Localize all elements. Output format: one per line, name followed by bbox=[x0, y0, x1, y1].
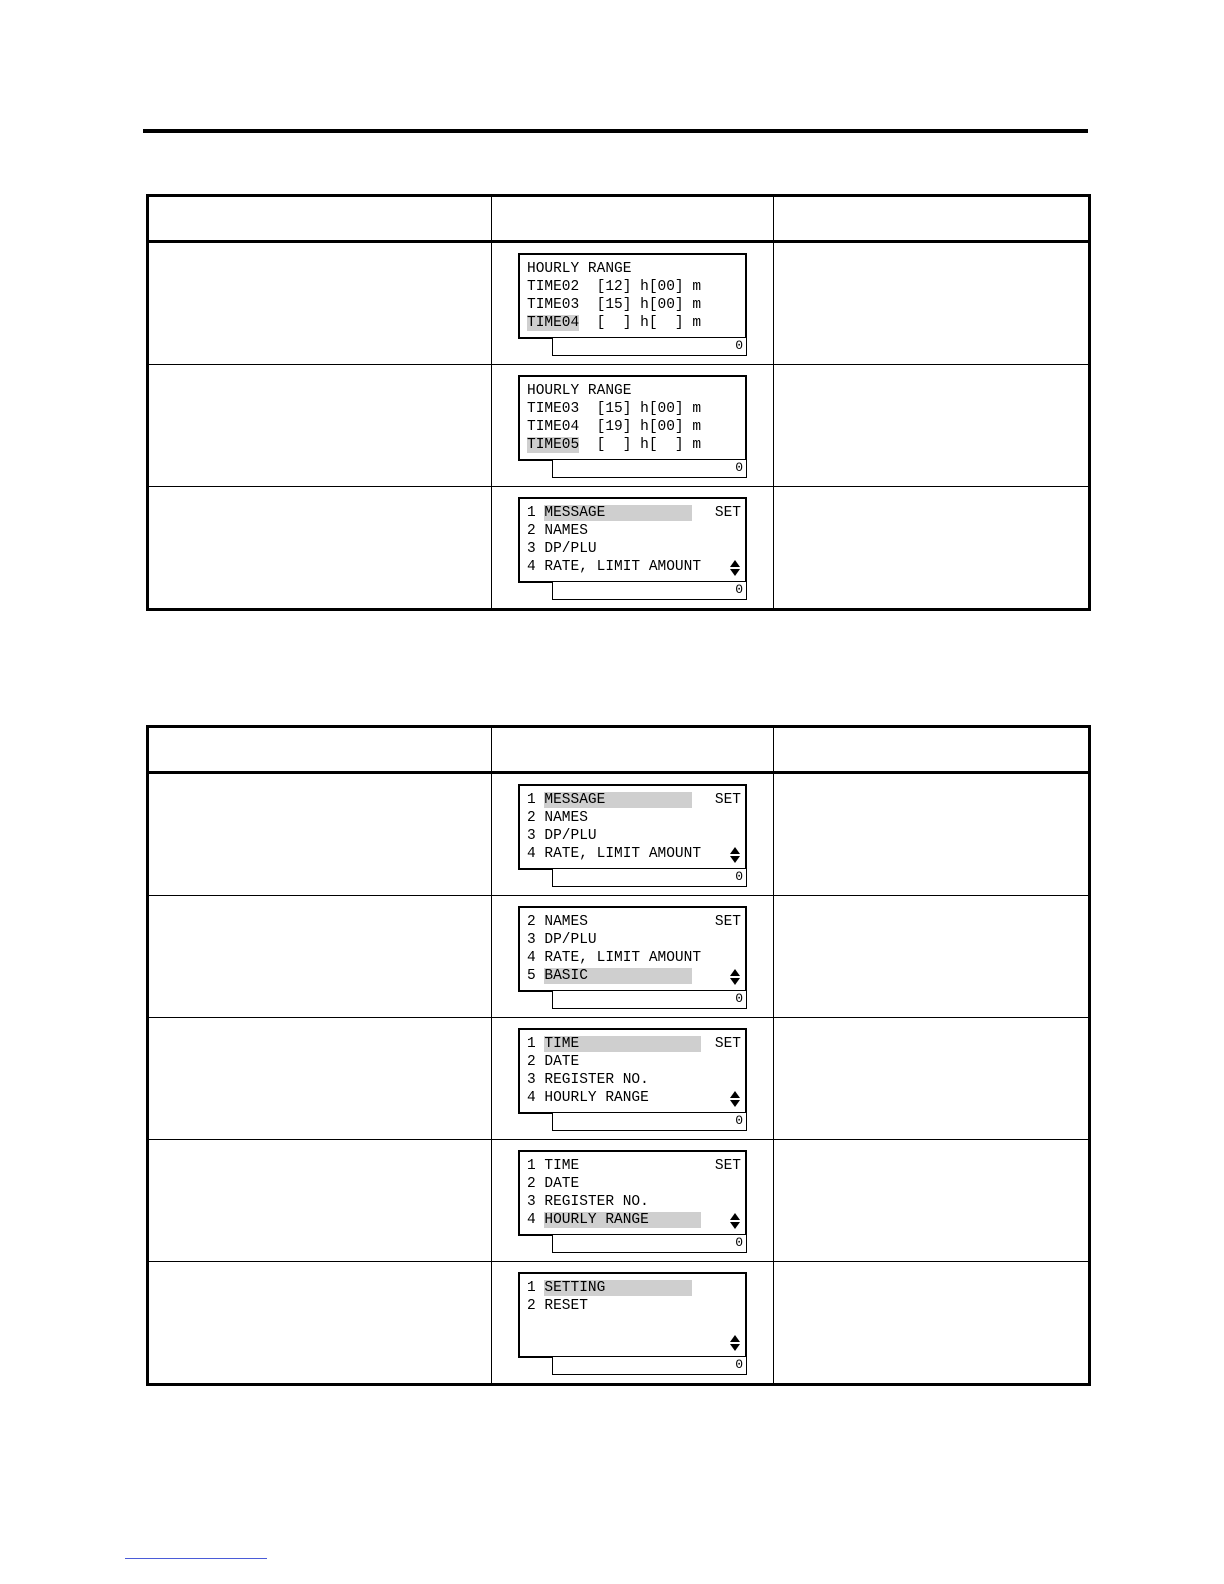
display-line bbox=[527, 1157, 579, 1175]
menu-number: 4 bbox=[527, 1212, 545, 1228]
display-text: TIME04 [19] h[00] m bbox=[527, 419, 702, 435]
table-header bbox=[149, 728, 1088, 774]
status-line: 0 bbox=[552, 1357, 747, 1375]
remarks-cell bbox=[774, 1262, 1088, 1383]
display-cell bbox=[492, 243, 774, 364]
set-label: SET bbox=[714, 1158, 741, 1174]
menu-number: 1 bbox=[527, 792, 545, 808]
table-row bbox=[149, 487, 1088, 608]
display-text: 1 TIME bbox=[527, 1158, 580, 1174]
menu-number: 1 bbox=[527, 505, 545, 521]
display-text: 3 DP/PLU bbox=[527, 541, 597, 557]
display-cell bbox=[492, 774, 774, 895]
display-text: 4 RATE, LIMIT AMOUNT bbox=[527, 846, 702, 862]
lcd-display bbox=[518, 375, 747, 461]
lcd-display bbox=[518, 253, 747, 339]
table-row bbox=[149, 1262, 1088, 1383]
cursor-highlight: MESSAGE bbox=[544, 505, 693, 521]
menu-number: 1 bbox=[527, 1036, 545, 1052]
set-label: SET bbox=[714, 792, 741, 808]
display-text: 2 RESET bbox=[527, 1298, 588, 1314]
operation-cell bbox=[149, 1262, 492, 1383]
display-text: TIME02 [12] h[00] m bbox=[527, 279, 702, 295]
display-cell bbox=[492, 896, 774, 1017]
display-line bbox=[527, 791, 692, 809]
display-text: 3 REGISTER NO. bbox=[527, 1194, 649, 1210]
header-cell-display bbox=[492, 728, 774, 771]
display-text: HOURLY RANGE bbox=[527, 383, 632, 399]
display-text: 3 REGISTER NO. bbox=[527, 1072, 649, 1088]
display-text: 3 DP/PLU bbox=[527, 828, 597, 844]
display-line bbox=[527, 314, 701, 332]
display-line bbox=[527, 913, 588, 931]
remarks-cell bbox=[774, 487, 1088, 608]
remarks-cell bbox=[774, 896, 1088, 1017]
display-line bbox=[527, 1053, 579, 1071]
menu-number: 5 bbox=[527, 968, 545, 984]
display-line bbox=[527, 1035, 701, 1053]
cursor-highlight: TIME05 bbox=[527, 437, 580, 453]
table-row bbox=[149, 1140, 1088, 1262]
display-cell bbox=[492, 1018, 774, 1139]
display-line bbox=[527, 949, 701, 967]
lcd-display bbox=[518, 497, 747, 583]
display-line bbox=[527, 278, 701, 296]
operation-cell bbox=[149, 896, 492, 1017]
display-text: 4 HOURLY RANGE bbox=[527, 1090, 649, 1106]
remarks-cell bbox=[774, 774, 1088, 895]
display-line bbox=[527, 931, 597, 949]
display-text: 4 RATE, LIMIT AMOUNT bbox=[527, 559, 702, 575]
table-row bbox=[149, 774, 1088, 896]
display-text: 4 RATE, LIMIT AMOUNT bbox=[527, 950, 702, 966]
status-line: 0 bbox=[552, 1235, 747, 1253]
display-line bbox=[527, 845, 701, 863]
table-row bbox=[149, 1018, 1088, 1140]
display-line bbox=[527, 260, 631, 278]
display-text: TIME03 [15] h[00] m bbox=[527, 401, 702, 417]
scroll-up-down-icon bbox=[730, 1213, 740, 1229]
display-line bbox=[527, 296, 701, 314]
display-text: [ ] h[ ] m bbox=[579, 315, 702, 331]
status-line: 0 bbox=[552, 1113, 747, 1131]
operation-cell bbox=[149, 1018, 492, 1139]
display-line bbox=[527, 1297, 588, 1315]
display-cell bbox=[492, 487, 774, 608]
display-line bbox=[527, 436, 701, 454]
scroll-up-down-icon bbox=[730, 1091, 740, 1107]
operation-cell bbox=[149, 487, 492, 608]
remarks-cell bbox=[774, 1018, 1088, 1139]
remarks-cell bbox=[774, 365, 1088, 486]
lcd-display bbox=[518, 1150, 747, 1236]
cursor-highlight: MESSAGE bbox=[544, 792, 693, 808]
display-line bbox=[527, 967, 692, 985]
remarks-cell bbox=[774, 1140, 1088, 1261]
operation-cell bbox=[149, 365, 492, 486]
header-cell-operation bbox=[149, 728, 492, 771]
cursor-highlight: HOURLY RANGE bbox=[544, 1212, 702, 1228]
display-text: 3 DP/PLU bbox=[527, 932, 597, 948]
display-line bbox=[527, 1071, 649, 1089]
display-line bbox=[527, 1175, 579, 1193]
status-line: 0 bbox=[552, 338, 747, 356]
scroll-up-down-icon bbox=[730, 969, 740, 985]
remarks-cell bbox=[774, 243, 1088, 364]
menu-number: 1 bbox=[527, 1280, 545, 1296]
table-header bbox=[149, 197, 1088, 243]
display-line bbox=[527, 1193, 649, 1211]
display-text: 2 NAMES bbox=[527, 810, 588, 826]
display-text: TIME03 [15] h[00] m bbox=[527, 297, 702, 313]
cursor-highlight: TIME04 bbox=[527, 315, 580, 331]
lcd-display bbox=[518, 1028, 747, 1114]
status-line: 0 bbox=[552, 869, 747, 887]
scroll-up-down-icon bbox=[730, 847, 740, 863]
cursor-highlight: TIME bbox=[544, 1036, 702, 1052]
operation-cell bbox=[149, 1140, 492, 1261]
cursor-highlight: SETTING bbox=[544, 1280, 693, 1296]
footer-link-underline bbox=[125, 1558, 267, 1559]
header-cell-remarks bbox=[774, 197, 1088, 240]
top-rule bbox=[143, 129, 1088, 133]
display-line bbox=[527, 558, 701, 576]
display-text: 2 NAMES bbox=[527, 523, 588, 539]
table-row bbox=[149, 243, 1088, 365]
procedure-table-2 bbox=[146, 725, 1091, 1386]
lcd-display bbox=[518, 906, 747, 992]
display-cell bbox=[492, 1262, 774, 1383]
status-line: 0 bbox=[552, 582, 747, 600]
scroll-up-down-icon bbox=[730, 1335, 740, 1351]
header-cell-remarks bbox=[774, 728, 1088, 771]
status-line: 0 bbox=[552, 991, 747, 1009]
display-line bbox=[527, 1279, 692, 1297]
operation-cell bbox=[149, 243, 492, 364]
set-label: SET bbox=[714, 914, 741, 930]
lcd-display bbox=[518, 784, 747, 870]
display-line bbox=[527, 1211, 701, 1229]
display-line bbox=[527, 522, 588, 540]
display-line bbox=[527, 809, 588, 827]
table-row bbox=[149, 365, 1088, 487]
display-text: HOURLY RANGE bbox=[527, 261, 632, 277]
display-line bbox=[527, 400, 701, 418]
scroll-up-down-icon bbox=[730, 560, 740, 576]
cursor-highlight: BASIC bbox=[544, 968, 693, 984]
display-cell bbox=[492, 1140, 774, 1261]
display-text: 2 DATE bbox=[527, 1176, 580, 1192]
display-line bbox=[527, 504, 692, 522]
display-line bbox=[527, 1089, 649, 1107]
display-text: 2 NAMES bbox=[527, 914, 588, 930]
operation-cell bbox=[149, 774, 492, 895]
lcd-display bbox=[518, 1272, 747, 1358]
status-line: 0 bbox=[552, 460, 747, 478]
header-cell-operation bbox=[149, 197, 492, 240]
display-line bbox=[527, 827, 597, 845]
display-line bbox=[527, 382, 631, 400]
display-text: [ ] h[ ] m bbox=[579, 437, 702, 453]
display-text: 2 DATE bbox=[527, 1054, 580, 1070]
display-cell bbox=[492, 365, 774, 486]
set-label: SET bbox=[714, 505, 741, 521]
set-label: SET bbox=[714, 1036, 741, 1052]
display-line bbox=[527, 418, 701, 436]
table-row bbox=[149, 896, 1088, 1018]
procedure-table-1 bbox=[146, 194, 1091, 611]
header-cell-display bbox=[492, 197, 774, 240]
display-line bbox=[527, 540, 597, 558]
